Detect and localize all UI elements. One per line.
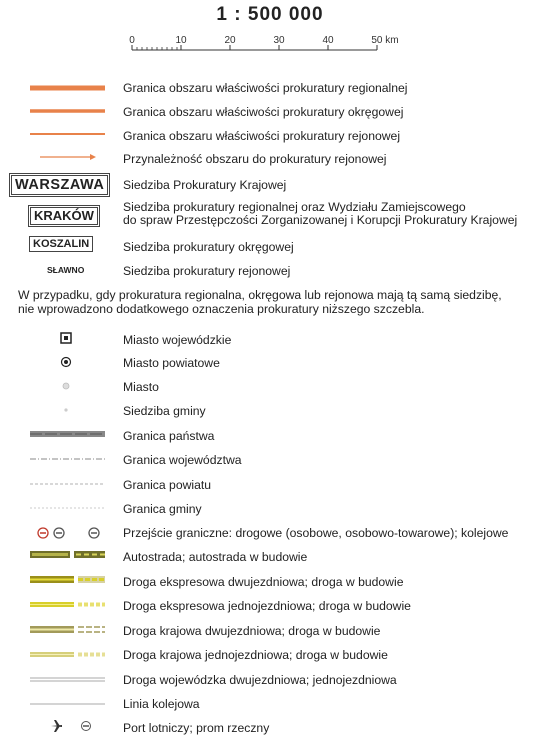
- legend-label-regional-road: Droga wojewódzka dwujezdniowa; jednojezdniowa: [123, 673, 397, 687]
- arrow-icon: [40, 152, 100, 162]
- square-dot-icon: [60, 332, 74, 346]
- expressway-dual-line: [30, 575, 110, 585]
- regional-road-line: [30, 675, 110, 685]
- scale-tick-label-20: 20: [224, 35, 236, 46]
- legend-label-border-crossing: Przejście graniczne: drogowe (osobowe, osobowo-towarowe); kolejowe: [123, 526, 509, 540]
- legend-label-motorway: Autostrada; autostrada w budowie: [123, 550, 308, 564]
- scale-bar: [120, 32, 420, 52]
- expressway-single-line: [30, 600, 110, 610]
- legend-label-expressway-dual: Droga ekspresowa dwujezdniowa; droga w budowie: [123, 575, 404, 589]
- tiny-dot-icon: [62, 406, 72, 416]
- commune-border-line: [30, 504, 110, 512]
- sample-krakow: KRAKÓW: [28, 205, 100, 227]
- small-circle-icon: [61, 381, 73, 393]
- legend-label-state-border: Granica państwa: [123, 429, 215, 443]
- legend-label-expressway-single: Droga ekspresowa jednojezdniowa; droga w budowie: [123, 599, 411, 613]
- legend-label-district-seat: Siedziba prokuratury okręgowej: [123, 240, 294, 254]
- sample-slawno: SŁAWNO: [47, 265, 85, 275]
- legend-label-regional-seat-line2: do spraw Przestępczości Zorganizowanej i Korupcji Prokuratury Krajowej: [123, 213, 518, 227]
- legend-label-national-prosecutor-seat: Siedziba Prokuratury Krajowej: [123, 178, 287, 192]
- legend-label-local-seat: Siedziba prokuratury rejonowej: [123, 264, 291, 278]
- legend-label-national-dual: Droga krajowa dwujezdniowa; droga w budowie: [123, 624, 381, 638]
- voivodeship-border-line: [30, 455, 110, 463]
- legend-label-commune-seat: Siedziba gminy: [123, 404, 206, 418]
- legend-label-city: Miasto: [123, 380, 159, 394]
- scale-tick-label-10: 10: [175, 35, 187, 46]
- national-dual-line: [30, 625, 110, 635]
- legend-label-local-boundary: Granica obszaru właściwości prokuratury rejonowej: [123, 129, 401, 143]
- legend-label-national-single: Droga krajowa jednojezdniowa; droga w budowie: [123, 648, 388, 662]
- scale-tick-label-0: 0: [129, 35, 135, 46]
- legend-label-voivodeship-city: Miasto wojewódzkie: [123, 333, 232, 347]
- legend-label-voivodeship-border: Granica województwa: [123, 453, 242, 467]
- ferry-icon: [82, 722, 91, 731]
- circle-dot-icon: [60, 356, 74, 370]
- legend-label-airport-ferry: Port lotniczy; prom rzeczny: [123, 721, 270, 735]
- scale-tick-label-40: 40: [322, 35, 334, 46]
- local-boundary-line-icon: [30, 130, 110, 138]
- regional-boundary-line-icon: [30, 84, 110, 92]
- legend-label-regional-boundary: Granica obszaru właściwości prokuratury regionalnej: [123, 81, 408, 95]
- scale-tick-label-30: 30: [273, 35, 285, 46]
- legend-label-district-boundary: Granica obszaru właściwości prokuratury okręgowej: [123, 105, 404, 119]
- legend-label-area-membership: Przynależność obszaru do prokuratury rejonowej: [123, 152, 387, 166]
- note-line1: W przypadku, gdy prokuratura regionalna, okręgowa lub rejonowa mają tą samą siedzibę,: [18, 288, 502, 302]
- legend-label-commune-border: Granica gminy: [123, 502, 202, 516]
- sample-koszalin: KOSZALIN: [29, 236, 93, 252]
- legend-label-regional-seat-line1: Siedziba prokuratury regionalnej oraz Wydziału Zamiejscowego: [123, 200, 466, 214]
- state-border-line: [30, 430, 110, 440]
- legend-label-railway: Linia kolejowa: [123, 697, 200, 711]
- border-crossing-icon: [36, 526, 106, 540]
- legend-label-county-border: Granica powiatu: [123, 478, 212, 492]
- legend-label-county-city: Miasto powiatowe: [123, 356, 220, 370]
- district-boundary-line-icon: [30, 107, 110, 115]
- scale-tick-label-50: 50 km: [371, 35, 399, 46]
- scale-title: 1 : 500 000: [216, 4, 324, 25]
- airport-ferry-icon: [50, 718, 100, 734]
- sample-warszawa: WARSZAWA: [9, 173, 110, 197]
- airport-icon: [51, 720, 62, 732]
- motorway-line: [30, 550, 110, 560]
- county-border-line: [30, 480, 110, 488]
- railway-line: [30, 700, 110, 708]
- note-line2: nie wprowadzono dodatkowego oznaczenia prokuratury niższego szczebla.: [18, 302, 425, 316]
- national-single-line: [30, 650, 110, 660]
